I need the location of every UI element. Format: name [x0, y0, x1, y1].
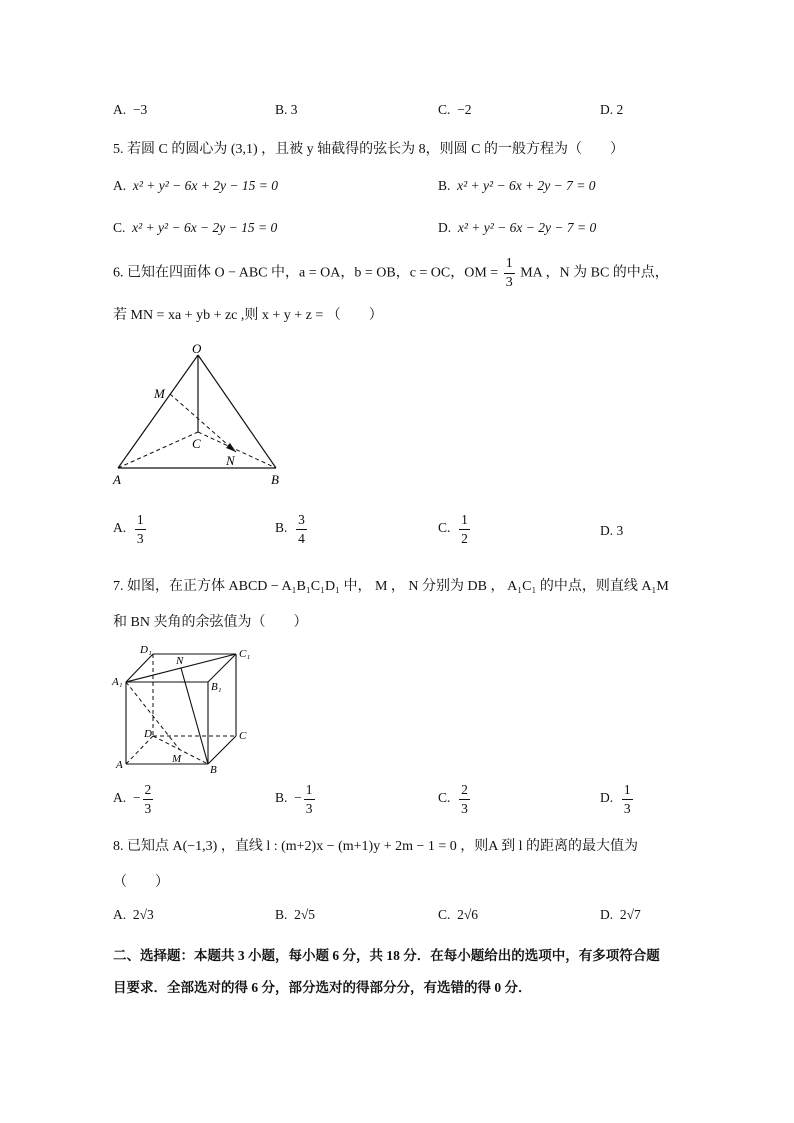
label-d1: D₁ — [140, 644, 152, 656]
q7-stem-line2: 和 BN 夹角的余弦值为（ ） — [113, 615, 308, 630]
q6-option-a — [113, 513, 148, 545]
label-a1: A₁ — [112, 676, 123, 688]
edge-ob — [198, 355, 276, 468]
option-label: A. — [113, 178, 127, 193]
q5-option-c — [113, 220, 277, 236]
option-value: x² + y² − 6x − 2y − 7 = 0 — [457, 220, 597, 235]
option-value: −2 — [457, 102, 472, 117]
option-value: 3 — [290, 102, 298, 117]
segment-mn-dashed — [170, 394, 236, 452]
q7-option-c — [438, 783, 472, 815]
option-sign: − — [294, 790, 302, 806]
q6-stem-fraction: $\frac{1}{3}$ — [505, 256, 513, 290]
q4-option-d — [600, 102, 623, 118]
q6-option-c — [438, 513, 472, 545]
label-n: N — [226, 453, 235, 468]
option-value: 2 — [616, 102, 624, 117]
label-d: D — [144, 728, 152, 740]
option-value: 2√3 — [132, 907, 154, 922]
q8-option-a — [113, 907, 154, 923]
option-value: 2√6 — [457, 907, 479, 922]
option-value: 2√5 — [294, 907, 316, 922]
section2-instructions-line2: 目要求．全部选对的得 6 分，部分选对的得部分分，有选错的得 0 分． — [113, 980, 532, 995]
q6-tetrahedron-figure — [108, 340, 298, 490]
option-fraction: $\frac{1}{2}$ — [461, 512, 468, 546]
q4-option-b — [275, 102, 298, 118]
q8-stem-line2: （ ） — [113, 875, 169, 890]
q6-stem-line2: 若 MN = xa + yb + zc ,则 x + y + z = （ ） — [113, 308, 383, 323]
label-a: A — [113, 472, 121, 487]
label-c1: C₁ — [239, 648, 251, 660]
label-a: A — [116, 759, 123, 771]
edge-bc — [208, 736, 236, 764]
option-value: x² + y² − 6x + 2y − 15 = 0 — [132, 178, 278, 193]
option-fraction: $\frac{1}{3}$ — [136, 512, 144, 546]
q7-cube-figure — [108, 642, 268, 777]
edge-a1d1 — [126, 654, 153, 682]
q6-stem-line1 — [113, 257, 669, 290]
option-label: C. — [438, 790, 451, 806]
option-value: x² + y² − 6x + 2y − 7 = 0 — [457, 178, 596, 193]
q8-option-d — [600, 907, 641, 923]
option-label: D. — [600, 523, 614, 538]
label-m: M — [172, 753, 182, 765]
q5-option-d — [438, 220, 596, 236]
option-label: A. — [113, 907, 127, 922]
q6-option-d — [600, 523, 623, 539]
option-label: A. — [113, 520, 127, 536]
option-label: D. — [438, 220, 452, 235]
q5-option-a — [113, 178, 278, 194]
option-label: D. — [600, 790, 614, 806]
section2-instructions-line1: 二、选择题：本题共 3 小题，每小题 6 分，共 18 分．在每小题给出的选项中，有多项符合题 — [113, 948, 660, 963]
option-label: D. — [600, 102, 614, 117]
option-fraction: $\frac{1}{3}$ — [305, 782, 313, 816]
q8-option-c — [438, 907, 478, 923]
q7-option-a — [113, 783, 155, 815]
q4-option-c — [438, 102, 472, 118]
q7-option-b — [275, 783, 317, 815]
edge-ac-dashed — [118, 432, 198, 468]
label-m: M — [154, 386, 165, 401]
option-sign: − — [132, 790, 141, 806]
option-fraction: $\frac{1}{3}$ — [623, 782, 631, 816]
q5-stem: 5. 若圆 C 的圆心为 (3,1) ，且被 y 轴截得的弦长为 8，则圆 C 的一般方程为（ ） — [113, 142, 624, 157]
q5-option-b — [438, 178, 596, 194]
label-b: B — [210, 764, 217, 776]
q7-option-d — [600, 783, 635, 815]
option-label: B. — [275, 102, 288, 117]
label-c: C — [192, 436, 201, 451]
option-value: −3 — [132, 102, 148, 117]
q7-stem-line1: 7. 如图，在正方体 ABCD − A₁B₁C₁D₁ 中， M ， N 分别为 DB ， A₁C₁ 的中点，则直线 A₁M — [113, 579, 669, 594]
label-b: B — [271, 472, 279, 487]
q4-option-a — [113, 102, 147, 118]
option-label: D. — [600, 907, 614, 922]
option-label: B. — [275, 520, 288, 536]
option-fraction: $\frac{2}{3}$ — [461, 782, 468, 816]
option-label: B. — [275, 907, 288, 922]
option-label: C. — [438, 102, 451, 117]
edge-oa — [118, 355, 198, 468]
label-o: O — [192, 341, 202, 356]
q6-option-b — [275, 513, 309, 545]
option-label: B. — [275, 790, 288, 806]
option-fraction: $\frac{2}{3}$ — [144, 782, 152, 816]
option-fraction: $\frac{3}{4}$ — [298, 512, 305, 546]
option-value: x² + y² − 6x − 2y − 15 = 0 — [132, 220, 278, 235]
label-c: C — [239, 730, 247, 742]
option-label: C. — [438, 520, 451, 536]
option-label: C. — [438, 907, 451, 922]
option-value: 3 — [616, 523, 624, 538]
option-label: A. — [113, 102, 127, 117]
label-n: N — [176, 655, 184, 667]
option-label: C. — [113, 220, 126, 235]
arrowhead-icon — [226, 443, 236, 452]
edge-ad-dashed — [126, 736, 153, 764]
option-label: A. — [113, 790, 127, 806]
label-b1: B₁ — [211, 681, 222, 693]
option-label: B. — [438, 178, 451, 193]
option-value: 2√7 — [619, 907, 641, 922]
q6-stem-part2: MA ，N 为 BC 的中点， — [520, 265, 669, 281]
edge-b1c1 — [208, 654, 236, 682]
q8-option-b — [275, 907, 315, 923]
q6-stem-part1: 6. 已知在四面体 O − ABC 中，a = OA，b = OB，c = OC，OM = — [113, 265, 499, 281]
q8-stem-line1: 8. 已知点 A(−1,3) ，直线 l : (m+2)x − (m+1)y + 2m − 1 = 0 ，则A 到 l 的距离的最大值为 — [113, 839, 639, 854]
